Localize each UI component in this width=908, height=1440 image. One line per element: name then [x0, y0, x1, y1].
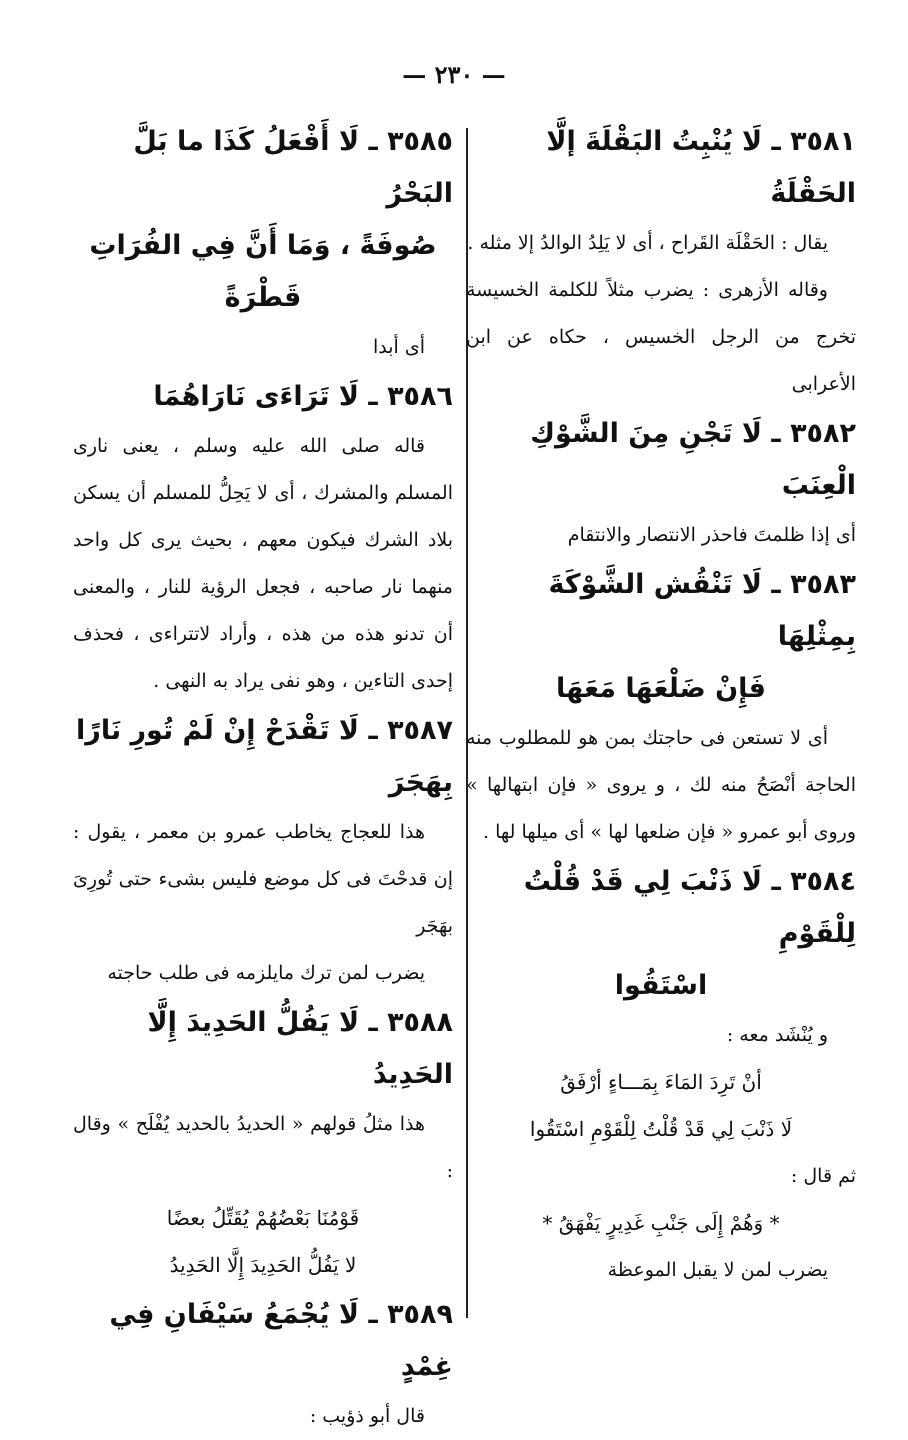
page-number: — ٢٣٠ — [402, 60, 506, 89]
verse-line: قَوْمُنَا بَعْضُهُمْ يُقَتِّلُ بعضًا [166, 1206, 360, 1230]
commentary-paragraph: وقاله الأزهرى : يضرب مثلاً للكلمة الخسيسة تخرج من الرجل الخسيس ، حكاه عن ابن الأعرابى [466, 279, 856, 395]
left-column [73, 116, 453, 1440]
proverb-heading: ٣٥٨١ ـ لَا يُنْبِتُ البَقْلَةَ إلَّا الحَقْلَةُ [546, 126, 856, 209]
right-column [466, 116, 856, 1294]
verse-line: * وَهُمْ إِلَى جَنْبِ غَدِيرٍ يَفْهَقُ * [542, 1211, 780, 1235]
commentary-paragraph: هذا للعجاج يخاطب عمرو بن معمر ، يقول : إن قدحْتَ فى كل موضع فليس بشىء حتى تُورِىَ بهَجَر [73, 821, 453, 937]
proverb-heading: ٣٥٨٣ ـ لَا تَنْقُش الشَّوْكَةَ بِمِثْلِهَا [548, 569, 856, 652]
commentary-paragraph: هذا مثلُ قولهم « الحديدُ بالحديد يُفْلَح » وقال : [73, 1113, 453, 1182]
commentary-paragraph: قاله صلى الله عليه وسلم ، يعنى نارى المسلم والمشرك ، أى لا يَحِلُّ للمسلم أن يسكن بلاد الشرك فيكون معهم ، بحيث يرى كل واحد منهما نار صاحبه ، فجعل الرؤية للنار ، والمعنى أن تدنو هذه من هذه ، وأراد لاتتراءى ، فحذف إحدى التاءين ، وهو نفى يراد به النهى . [73, 435, 453, 692]
proverb-heading: ٣٥٨٨ ـ لَا يَفُلُّ الحَدِيدَ إِلَّا الحَدِيدُ [147, 1007, 453, 1090]
verse-line: لا يَفُلُّ الحَدِيدَ إِلَّا الحَدِيدُ [169, 1253, 357, 1277]
commentary-paragraph: أى أبدا [372, 336, 425, 358]
proverb-heading-continuation: صُوفَةً ، وَمَا أَنَّ فِي الفُرَاتِ [89, 230, 437, 261]
proverb-heading-continuation: فَإِنْ ضَلْعَهَا مَعَهَا [556, 673, 766, 704]
commentary-paragraph: و يُنْشَد معه : [726, 1024, 828, 1046]
proverb-heading-continuation: قَطْرَةً [224, 282, 302, 313]
proverb-heading-continuation: اسْتَقُوا [614, 970, 708, 1001]
commentary-paragraph: أى لا تستعن فى حاجتك بمن هو للمطلوب منه الحاجة أنْصَحُ منه لك ، و يروى « فإن ابتهالها » وروى أبو عمرو « فإن ضلعها لها » أى ميلها لها . [466, 727, 856, 843]
commentary-paragraph: أى إذا ظلمتَ فاحذر الانتصار والانتقام [567, 524, 856, 546]
verse-line: أنْ تَرِدَ المَاءَ بِمَـــاءٍ أرْفَقُ [560, 1070, 762, 1094]
proverb-heading: ٣٥٨٥ ـ لَا أَفْعَلُ كَذَا ما بَلَّ البَحْرُ [133, 126, 453, 209]
proverb-heading: ٣٥٨٦ ـ لَا تَرَاءَى نَارَاهُمَا [153, 381, 453, 412]
commentary-paragraph: قال أبو ذؤيب : [309, 1405, 425, 1427]
proverb-heading: ٣٥٨٧ ـ لَا تَقْدَحْ إِنْ لَمْ تُورِ نَارًا بِهَجَرَ [76, 715, 453, 798]
commentary-paragraph: ثم قال : [790, 1165, 856, 1187]
commentary-paragraph: يضرب لمن ترك مايلزمه فى طلب حاجته [107, 962, 425, 984]
commentary-paragraph: يقال : الحَقْلَة القَراح ، أى لا يَلِدُ الوالدُ إلا مثله . [467, 232, 828, 254]
proverb-heading: ٣٥٨٤ ـ لَا ذَنْبَ لِي قَدْ قُلْتُ لِلْقَوْمِ [523, 866, 856, 949]
commentary-paragraph: يضرب لمن لا يقبل الموعظة [607, 1259, 828, 1281]
proverb-heading: ٣٥٨٩ ـ لَا يُجْمَعُ سَيْفَانِ فِي غِمْدٍ [109, 1299, 453, 1382]
verse-line: لَا ذَنْبَ لِي قَدْ قُلْتُ لِلْقَوْمِ اسْتَقُوا [529, 1117, 793, 1141]
proverb-heading: ٣٥٨٢ ـ لَا تَجْنِ مِنَ الشَّوْكِ الْعِنَبَ [530, 418, 856, 501]
